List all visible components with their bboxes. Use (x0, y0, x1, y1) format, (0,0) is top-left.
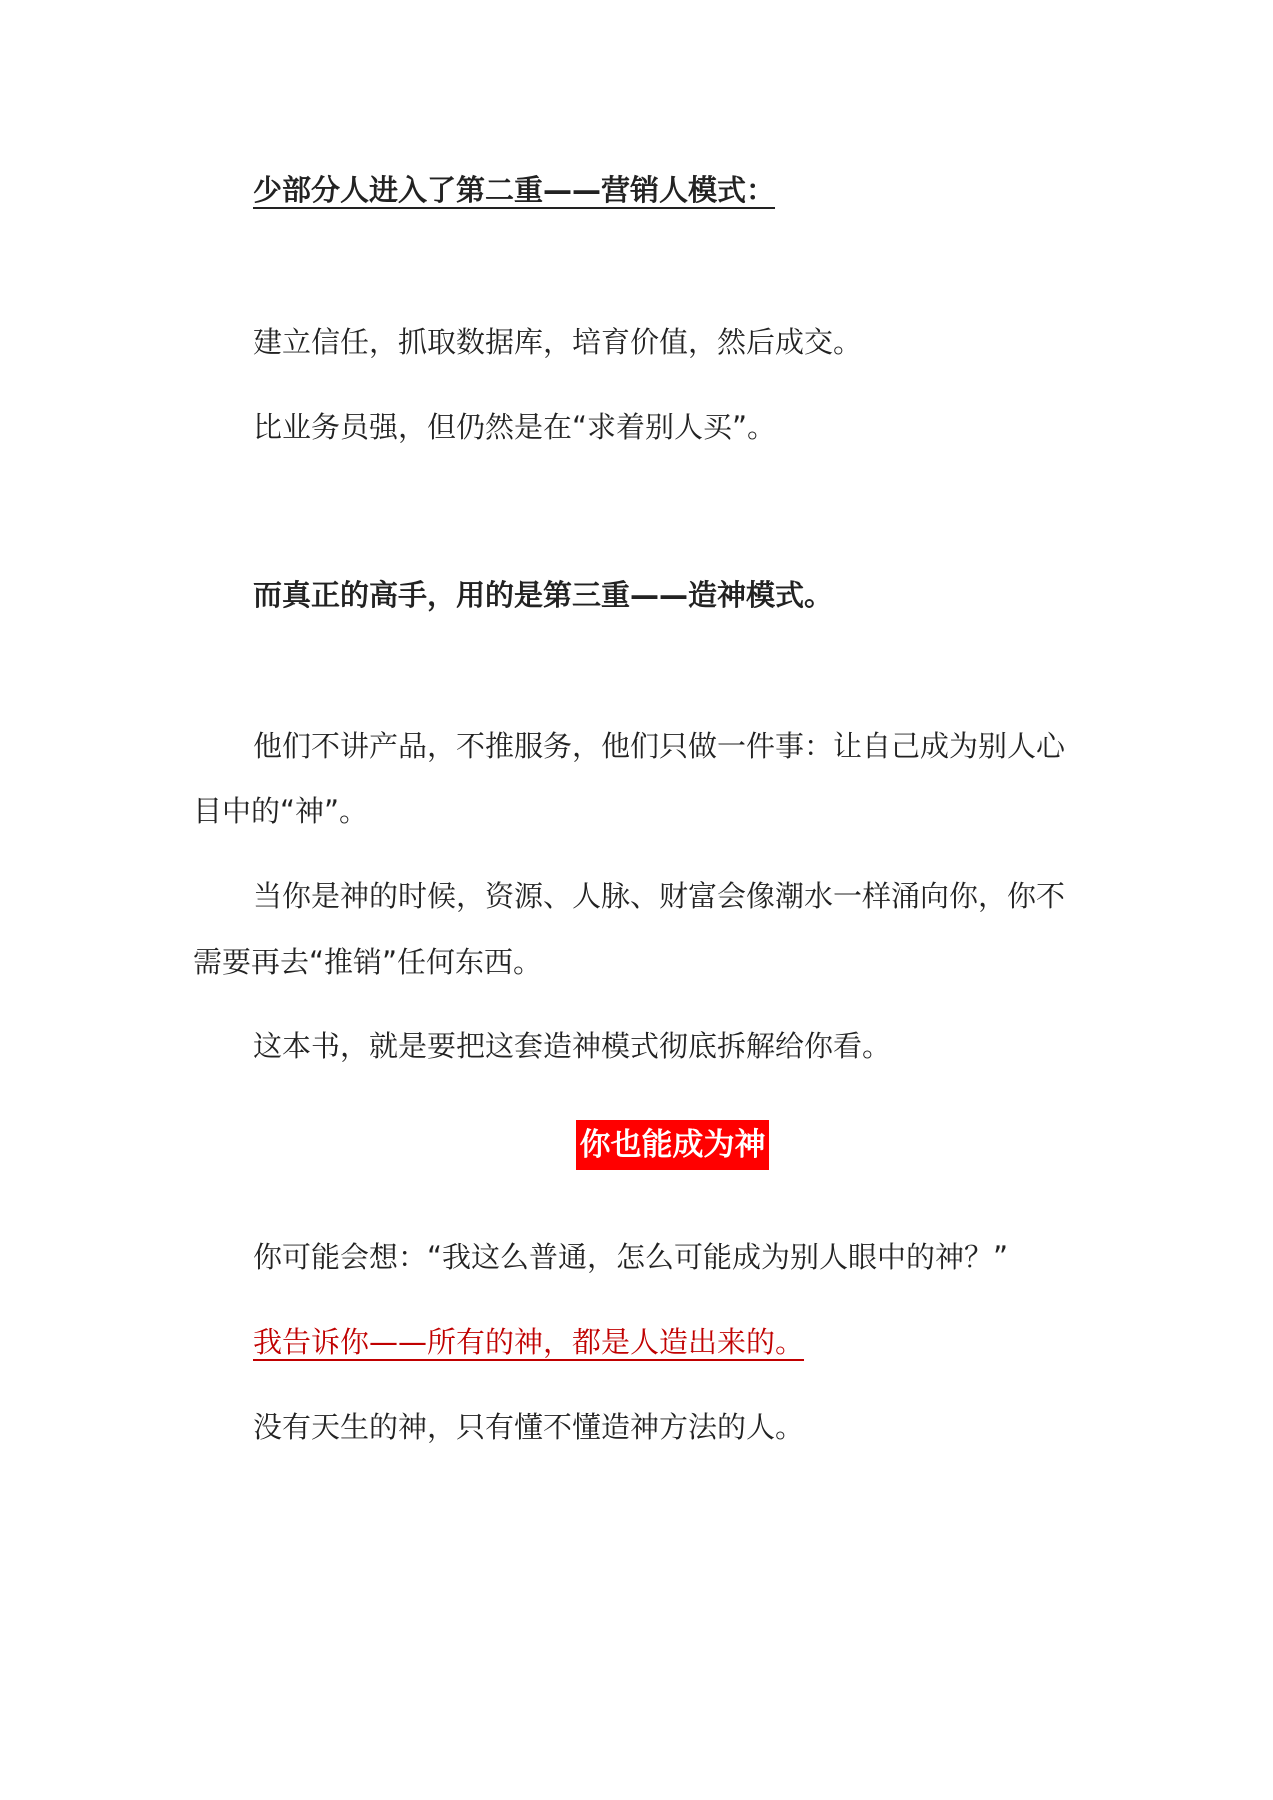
section-heading-you-can-be-god: 你也能成为神 (576, 1120, 769, 1170)
paragraph-trust-database: 建立信任，抓取数据库，培育价值，然后成交。 (253, 325, 863, 359)
emphasis-gods-are-made: 我告诉你——所有的神，都是人造出来的。 (253, 1325, 805, 1359)
subheading-marketer-mode: 少部分人进入了第二重——营销人模式： (253, 173, 776, 207)
paragraph-no-born-gods: 没有天生的神，只有懂不懂造神方法的人。 (253, 1410, 805, 1444)
paragraph-this-book: 这本书，就是要把这套造神模式彻底拆解给你看。 (253, 1029, 892, 1063)
paragraph-become-god-line1: 他们不讲产品，不推服务，他们只做一件事：让自己成为别人心 (253, 729, 1066, 763)
paragraph-you-might-think: 你可能会想：“我这么普通，怎么可能成为别人眼中的神？” (253, 1240, 1009, 1274)
paragraph-stronger-than-sales: 比业务员强，但仍然是在“求着别人买”。 (253, 410, 777, 444)
paragraph-resources-flow-line2: 需要再去“推销”任何东西。 (193, 945, 543, 979)
paragraph-become-god-line2: 目中的“神”。 (193, 794, 369, 828)
paragraph-resources-flow-line1: 当你是神的时候，资源、人脉、财富会像潮水一样涌向你，你不 (253, 879, 1066, 913)
subheading-god-making-mode: 而真正的高手，用的是第三重——造神模式。 (253, 578, 834, 612)
